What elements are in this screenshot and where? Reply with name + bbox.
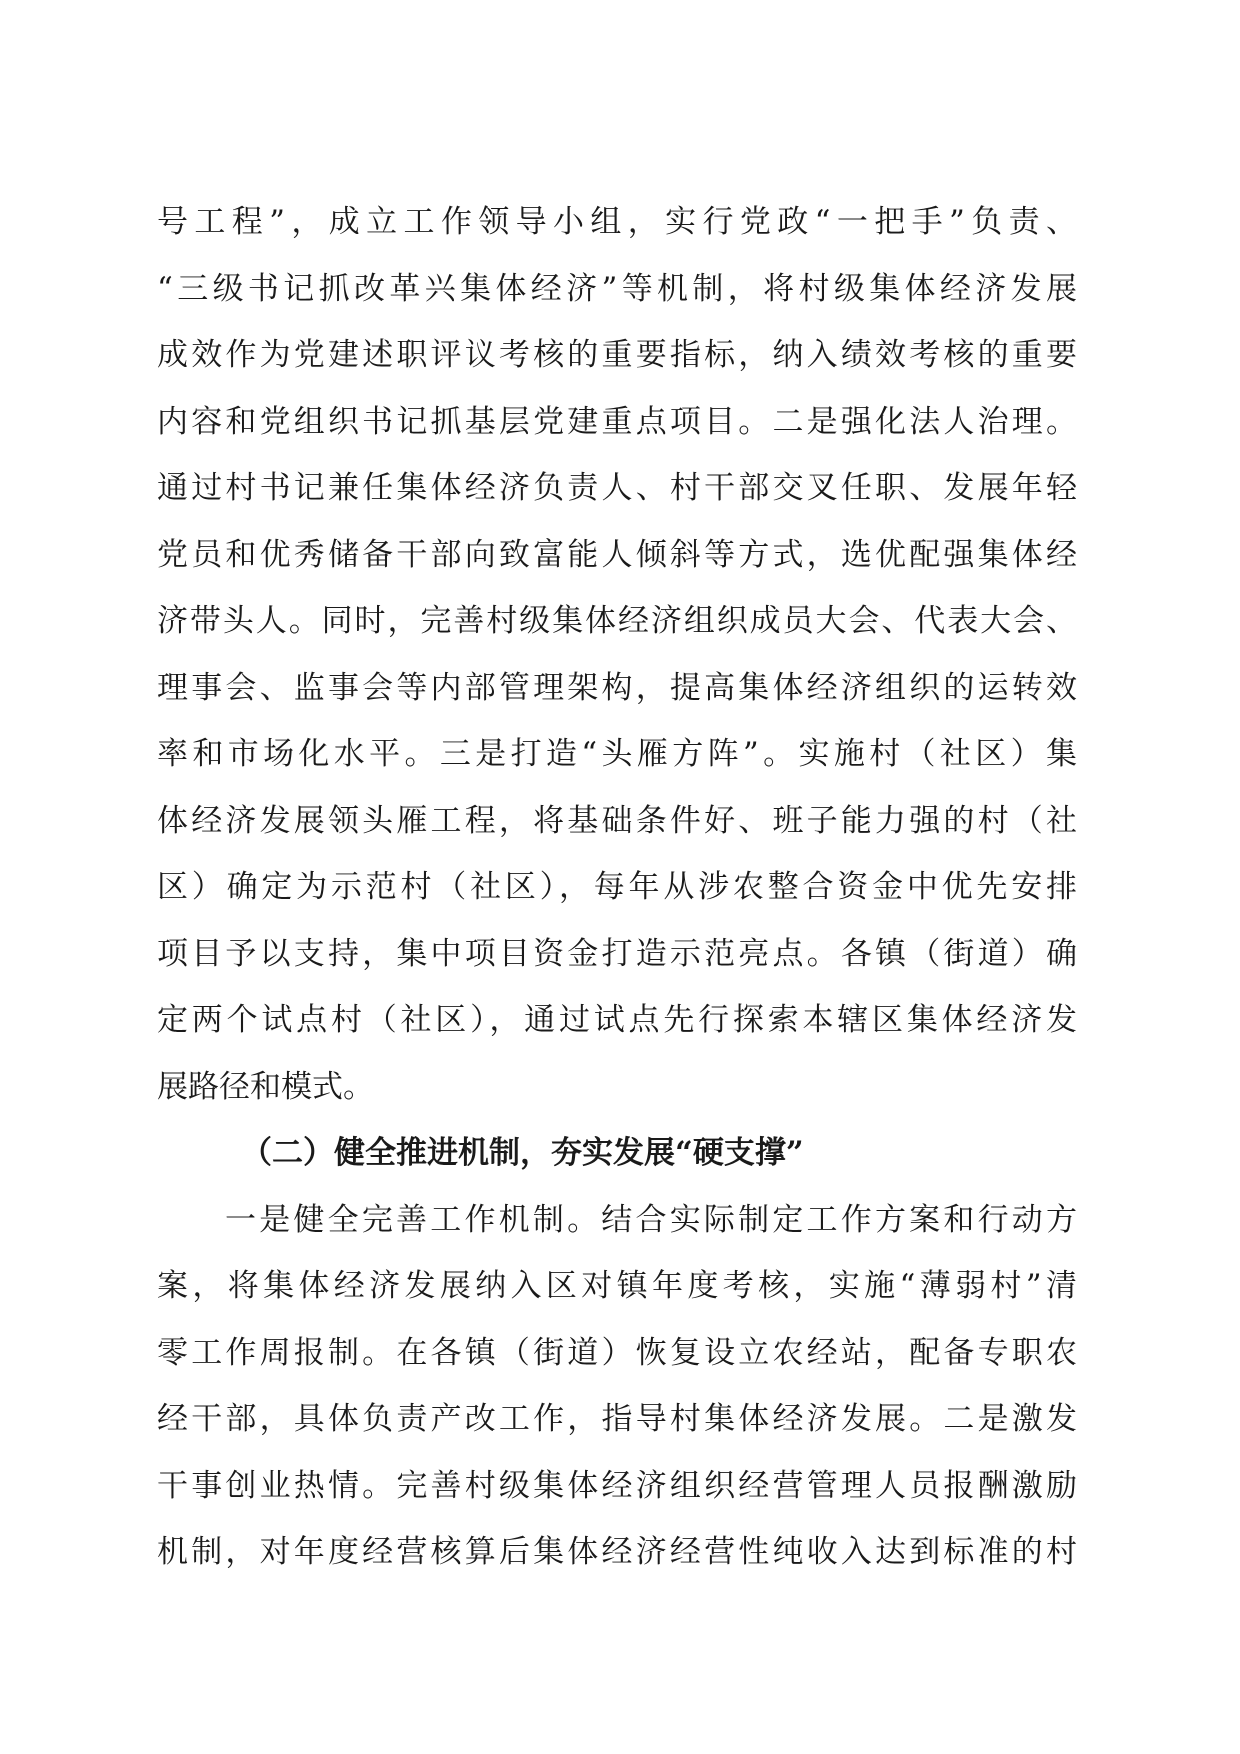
body-line: 项目予以支持，集中项目资金打造示范亮点。各镇（街道）确: [157, 935, 1077, 972]
body-line: 经干部，具体负责产改工作，指导村集体经济发展。二是激发: [157, 1401, 1077, 1437]
body-line: 零工作周报制。在各镇（街道）恢复设立农经站，配备专职农: [157, 1334, 1077, 1371]
body-line: 定两个试点村（社区），通过试点先行探索本辖区集体经济发: [157, 1002, 1077, 1038]
body-line: 成效作为党建述职评议考核的重要指标，纳入绩效考核的重要: [157, 337, 1077, 373]
body-line: 案，将集体经济发展纳入区对镇年度考核，实施“薄弱村”清: [157, 1268, 1077, 1304]
body-line: 济带头人。同时，完善村级集体经济组织成员大会、代表大会、: [157, 603, 1077, 639]
body-line: 号工程”，成立工作领导小组，实行党政“一把手”负责、: [157, 204, 1077, 240]
document-body: [157, 189, 1077, 1586]
body-line: 一是健全完善工作机制。结合实际制定工作方案和行动方: [225, 1201, 1077, 1238]
body-line: 机制，对年度经营核算后集体经济经营性纯收入达到标准的村: [157, 1534, 1077, 1570]
body-line: 内容和党组织书记抓基层党建重点项目。二是强化法人治理。: [157, 403, 1077, 440]
body-line: 展路径和模式。: [157, 1068, 374, 1105]
body-line: 党员和优秀储备干部向致富能人倾斜等方式，选优配强集体经: [157, 536, 1077, 573]
body-line: 体经济发展领头雁工程，将基础条件好、班子能力强的村（社: [157, 802, 1077, 839]
body-line: “三级书记抓改革兴集体经济”等机制，将村级集体经济发展: [157, 270, 1077, 307]
body-line: 率和市场化水平。三是打造“头雁方阵”。实施村（社区）集: [157, 736, 1077, 772]
body-line: 区）确定为示范村（社区），每年从涉农整合资金中优先安排: [157, 869, 1077, 905]
body-line: 通过村书记兼任集体经济负责人、村干部交叉任职、发展年轻: [157, 470, 1077, 506]
body-line: 理事会、监事会等内部管理架构，提高集体经济组织的运转效: [157, 669, 1077, 706]
section-heading: （二）健全推进机制，夯实发展“硬支撑”: [241, 1135, 804, 1171]
body-line: 干事创业热情。完善村级集体经济组织经营管理人员报酬激励: [157, 1467, 1077, 1504]
